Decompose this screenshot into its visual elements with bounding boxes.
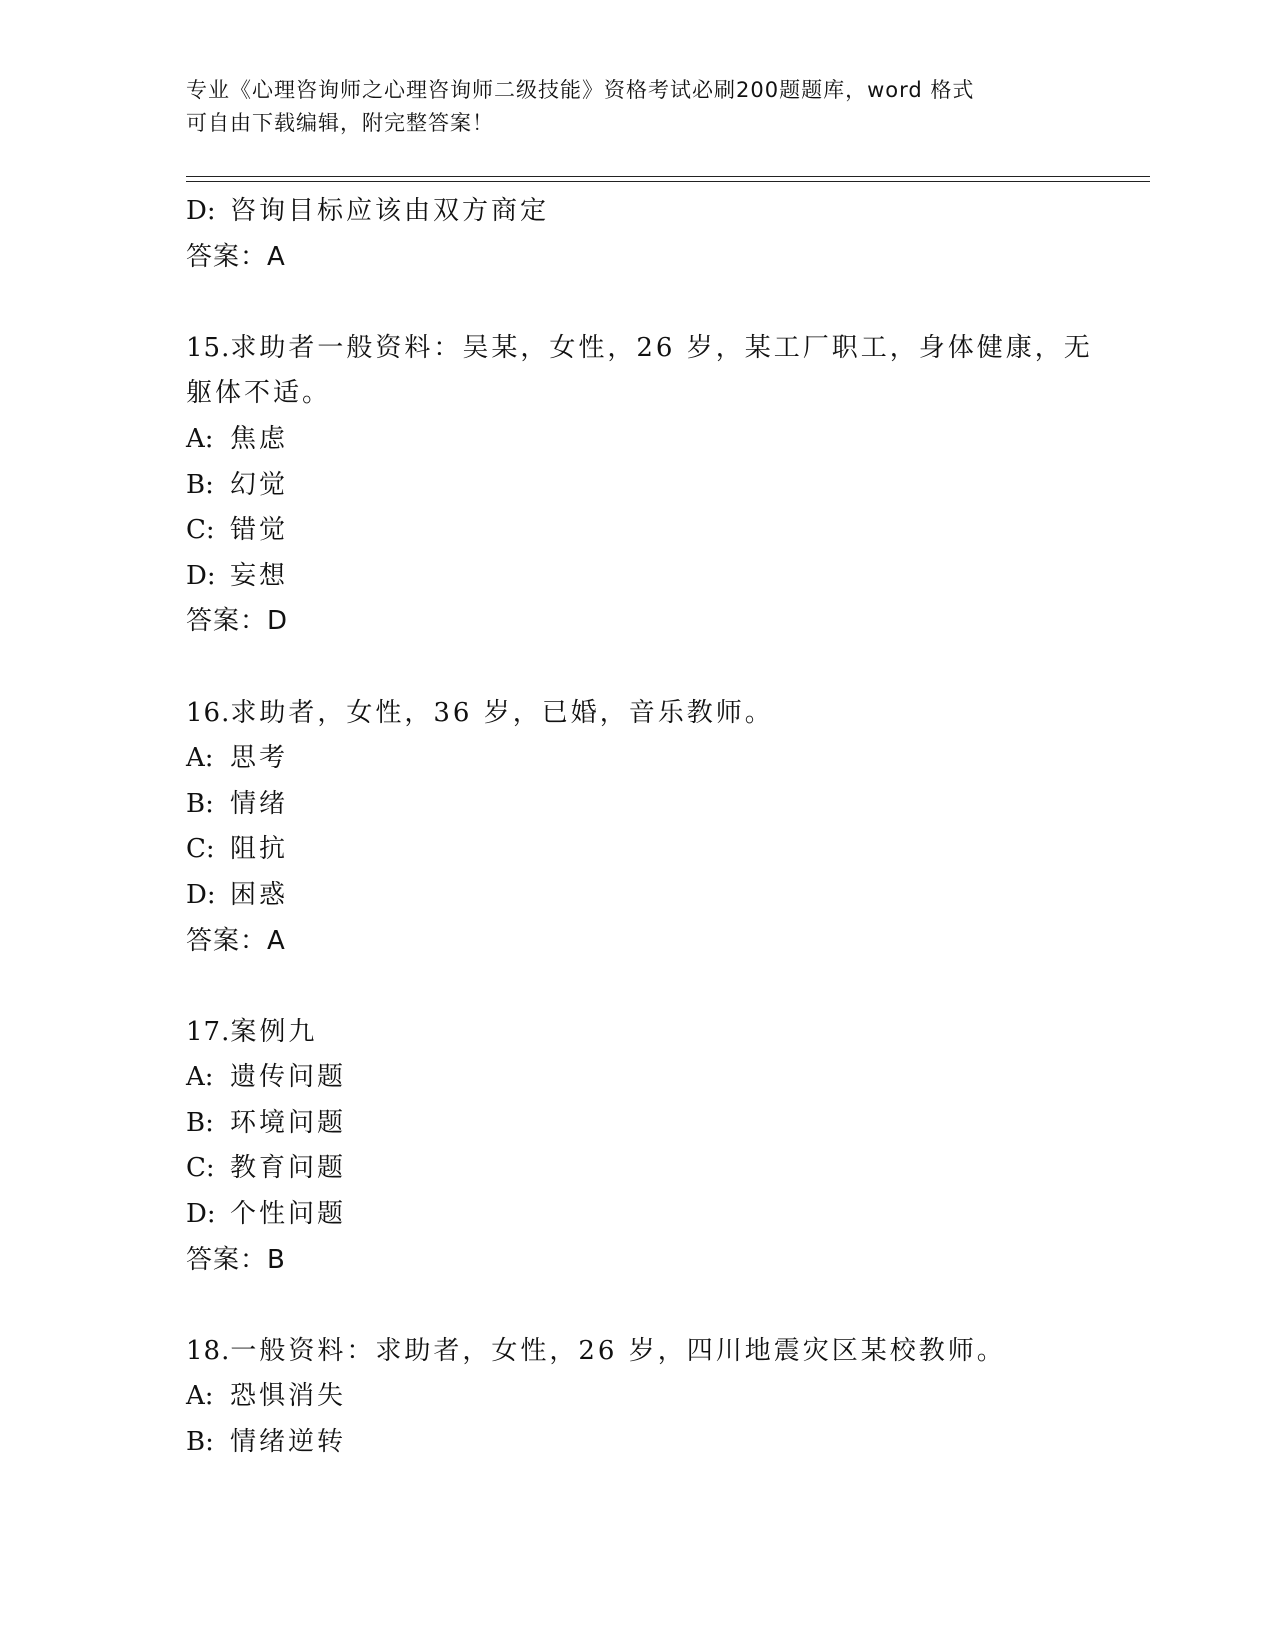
option-text: 情绪 (230, 788, 289, 819)
header-line-1: 专业《心理咨询师之心理咨询师二级技能》资格考试必刷200题题库，word 格式 (186, 78, 975, 102)
answer-option (186, 1374, 1150, 1420)
answer-option (186, 463, 1150, 509)
option-text: 错觉 (230, 515, 289, 546)
option-letter: C: (186, 1153, 215, 1184)
block-spacer (186, 645, 1150, 691)
question-text-line (186, 1010, 1150, 1056)
block-spacer (186, 280, 1150, 326)
question-list (186, 189, 1150, 1466)
answer-option (186, 736, 1150, 782)
question-text: 案例九 (230, 1016, 318, 1047)
question-block (186, 1010, 1150, 1284)
question-block (186, 691, 1150, 965)
answer-option (186, 417, 1150, 463)
question-block (186, 326, 1150, 645)
option-letter: A: (186, 743, 214, 774)
option-letter: B: (186, 788, 214, 819)
option-letter: D: (186, 560, 216, 591)
answer-option (186, 189, 1150, 235)
question-text-line (186, 326, 1150, 372)
option-text: 个性问题 (230, 1199, 347, 1230)
answer-option (186, 782, 1150, 828)
answer-option (186, 1101, 1150, 1147)
question-number: 18. (186, 1335, 231, 1366)
answer-option (186, 554, 1150, 600)
option-letter: D: (186, 879, 216, 910)
option-text: 环境问题 (230, 1107, 347, 1138)
continuation-block (186, 189, 1150, 280)
option-text: 情绪逆转 (230, 1427, 347, 1458)
question-number: 17. (186, 1016, 231, 1047)
question-block (186, 1329, 1150, 1466)
option-letter: B: (186, 469, 214, 500)
option-letter: C: (186, 834, 215, 865)
option-text: 幻觉 (230, 469, 289, 500)
block-spacer (186, 964, 1150, 1010)
answer-option (186, 1146, 1150, 1192)
option-letter: C: (186, 515, 215, 546)
option-text: 恐惧消失 (230, 1381, 347, 1412)
question-text: 一般资料：求助者，女性，26 岁，四川地震灾区某校教师。 (230, 1335, 1006, 1366)
answer-key: 答案：B (186, 1244, 286, 1275)
answer-option (186, 508, 1150, 554)
option-text: 教育问题 (230, 1153, 347, 1184)
option-letter: A: (186, 1062, 214, 1093)
option-text: 阻抗 (230, 834, 289, 865)
question-text: 求助者一般资料：吴某，女性，26 岁，某工厂职工，身体健康，无 (230, 332, 1093, 363)
question-text-line (186, 691, 1150, 737)
option-letter: D: (186, 196, 216, 226)
answer-option (186, 1420, 1150, 1466)
option-letter: B: (186, 1427, 214, 1458)
header-divider-bottom (186, 181, 1150, 182)
option-letter: A: (186, 1381, 214, 1412)
answer-option (186, 1192, 1150, 1238)
question-text: 求助者，女性，36 岁，已婚，音乐教师。 (230, 697, 774, 728)
answer-option (186, 1055, 1150, 1101)
option-letter: B: (186, 1107, 214, 1138)
answer-option (186, 873, 1150, 919)
option-text: 焦虑 (230, 423, 289, 454)
option-text: 困惑 (230, 879, 289, 910)
option-text: 妄想 (230, 560, 289, 591)
answer-option (186, 827, 1150, 873)
option-text: 思考 (230, 743, 289, 774)
header-line-2: 可自由下载编辑，附完整答案！ (186, 111, 494, 135)
option-text: 遗传问题 (230, 1062, 347, 1093)
question-number: 16. (186, 697, 231, 728)
option-text: 咨询目标应该由双方商定 (230, 196, 550, 226)
question-text-line (186, 1329, 1150, 1375)
block-spacer (186, 1283, 1150, 1329)
option-letter: A: (186, 423, 214, 454)
answer-key: 答案：D (186, 606, 289, 637)
question-text: 躯体不适。 (186, 378, 332, 409)
header-divider-top (186, 176, 1150, 177)
option-letter: D: (186, 1199, 216, 1230)
question-number: 15. (186, 332, 231, 363)
answer-key: 答案：A (186, 241, 286, 272)
document-header (186, 74, 1086, 140)
question-text-line (186, 371, 1150, 417)
answer-key: 答案：A (186, 925, 286, 956)
